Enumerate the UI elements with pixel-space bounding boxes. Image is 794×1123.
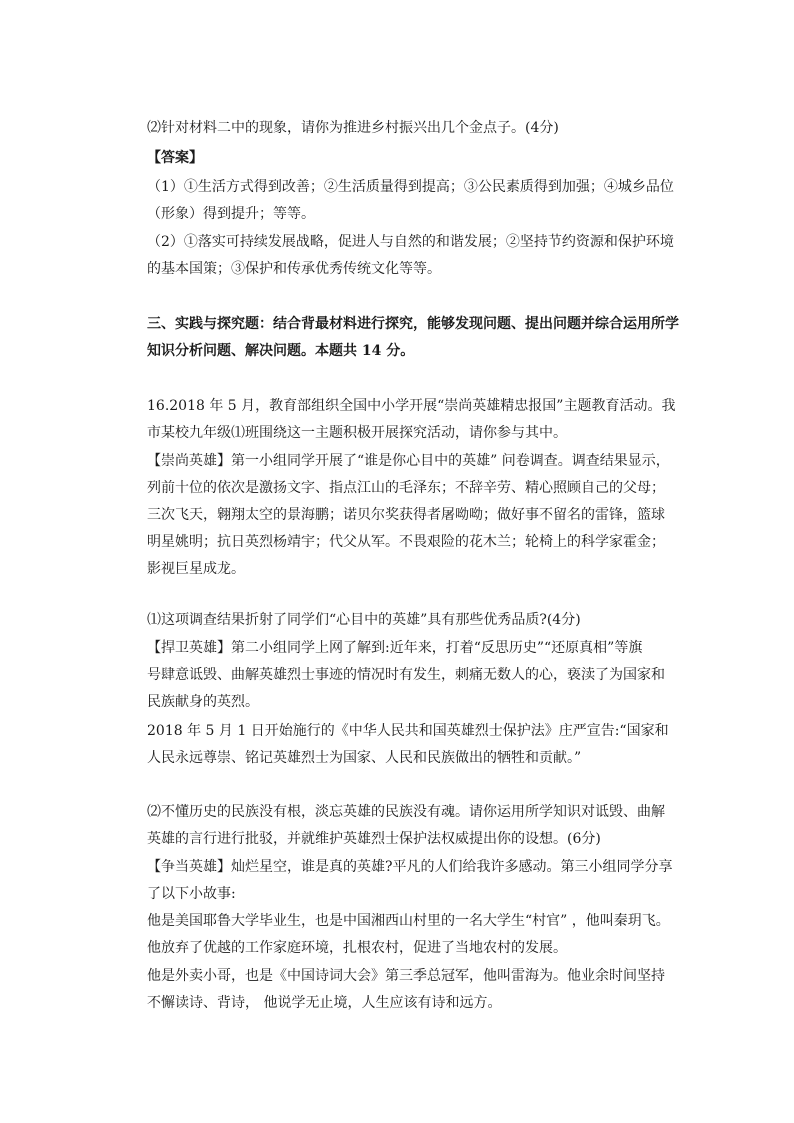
sub-question-1: ⑴这项调查结果折射了同学们“心目中的英雄”具有那些优秀品质?(4分) bbox=[147, 612, 581, 628]
chongshang-line-4: 明星姚明；抗日英烈杨靖宇；代父从军。不畏艰险的花木兰；轮椅上的科学家霍金； bbox=[147, 534, 665, 550]
law-line-1: 2018 年 5 月 1 日开始施行的《中华人民共和国英雄烈士保护法》庄严宣告:“国家和 bbox=[147, 723, 669, 739]
answer-2-line-1: （2）①落实可持续发展战略，促进人与自然的和谐发展；②坚持节约资源和保护环境 bbox=[147, 234, 674, 250]
story-2-line-1: 他是外卖小哥，也是《中国诗词大会》第三季总冠军，他叫雷海为。他业余时间坚持 bbox=[147, 968, 665, 984]
story-1-line-1: 他是美国耶鲁大学毕业生，也是中国湘西山村里的一名大学生“村官” ，他叫秦玥飞。 bbox=[147, 913, 670, 929]
answer-heading: 【答案】 bbox=[147, 150, 203, 166]
sub-question-2-line-2: 英雄的言行进行批驳，并就维护英雄烈士保护法权威提出你的设想。(6分) bbox=[147, 831, 601, 847]
section-three-heading-line-1: 三、实践与探究题：结合背最材料进行探究，能够发现问题、提出问题并综合运用所学 bbox=[147, 316, 679, 332]
sub-question-2-line-1: ⑵不懂历史的民族没有根，淡忘英雄的民族没有魂。请你运用所学知识对诋毁、曲解 bbox=[147, 804, 665, 820]
hanwei-line-1: 【捍卫英雄】第二小组同学上网了解到:近年来，打着“反思历史”“还原真相”等旗 bbox=[147, 640, 643, 656]
chongshang-line-3: 三次飞天，翱翔太空的景海鹏；诺贝尔奖获得者屠呦呦；做好事不留名的雷锋，篮球 bbox=[147, 507, 665, 523]
section-three-heading-line-2: 知识分析问题、解决问题。本题共 14 分。 bbox=[147, 343, 415, 359]
zhengdang-line-2: 了以下小故事: bbox=[147, 886, 236, 902]
chongshang-line-5: 影视巨星成龙。 bbox=[147, 561, 245, 577]
q16-intro-line-2: 市某校九年级⑴班围绕这一主题积极开展探究活动，请你参与其中。 bbox=[147, 425, 567, 441]
answer-2-line-2: 的基本国策；③保护和传承优秀传统文化等等。 bbox=[147, 261, 441, 277]
hanwei-line-2: 号肆意诋毁、曲解英雄烈士事迹的情况时有发生，刺痛无数人的心，亵渎了为国家和 bbox=[147, 667, 665, 683]
answer-1-line-2: （形象）得到提升；等等。 bbox=[147, 206, 315, 222]
law-line-2: 人民永远尊崇、铭记英雄烈士为国家、人民和民族做出的牺牲和贡献。” bbox=[147, 750, 582, 766]
story-1-line-2: 他放弃了优越的工作家庭环境，扎根农村，促进了当地农村的发展。 bbox=[147, 940, 567, 956]
q16-intro-line-1: 16.2018 年 5 月，教育部组织全国中小学开展“崇尚英雄精忠报国”主题教育活动。我 bbox=[147, 398, 676, 414]
zhengdang-line-1: 【争当英雄】灿烂星空，谁是真的英雄?平凡的人们给我许多感动。第三小组同学分享 bbox=[147, 859, 673, 875]
hanwei-line-3: 民族献身的英烈。 bbox=[147, 694, 259, 710]
chongshang-line-1: 【崇尚英雄】第一小组同学开展了“谁是你心目中的英雄” 问卷调查。调查结果显示， bbox=[147, 453, 670, 469]
chongshang-line-2: 列前十位的依次是激扬文字、指点江山的毛泽东；不辞辛劳、精心照顾自己的父母； bbox=[147, 480, 665, 496]
story-2-line-2: 不懈读诗、背诗， 他说学无止境，人生应该有诗和远方。 bbox=[147, 995, 502, 1011]
answer-1-line-1: （1）①生活方式得到改善；②生活质量得到提高；③公民素质得到加强；④城乡品位 bbox=[147, 179, 674, 195]
question-2-prompt: ⑵针对材料二中的现象，请你为推进乡村振兴出几个金点子。(4分) bbox=[147, 120, 559, 136]
